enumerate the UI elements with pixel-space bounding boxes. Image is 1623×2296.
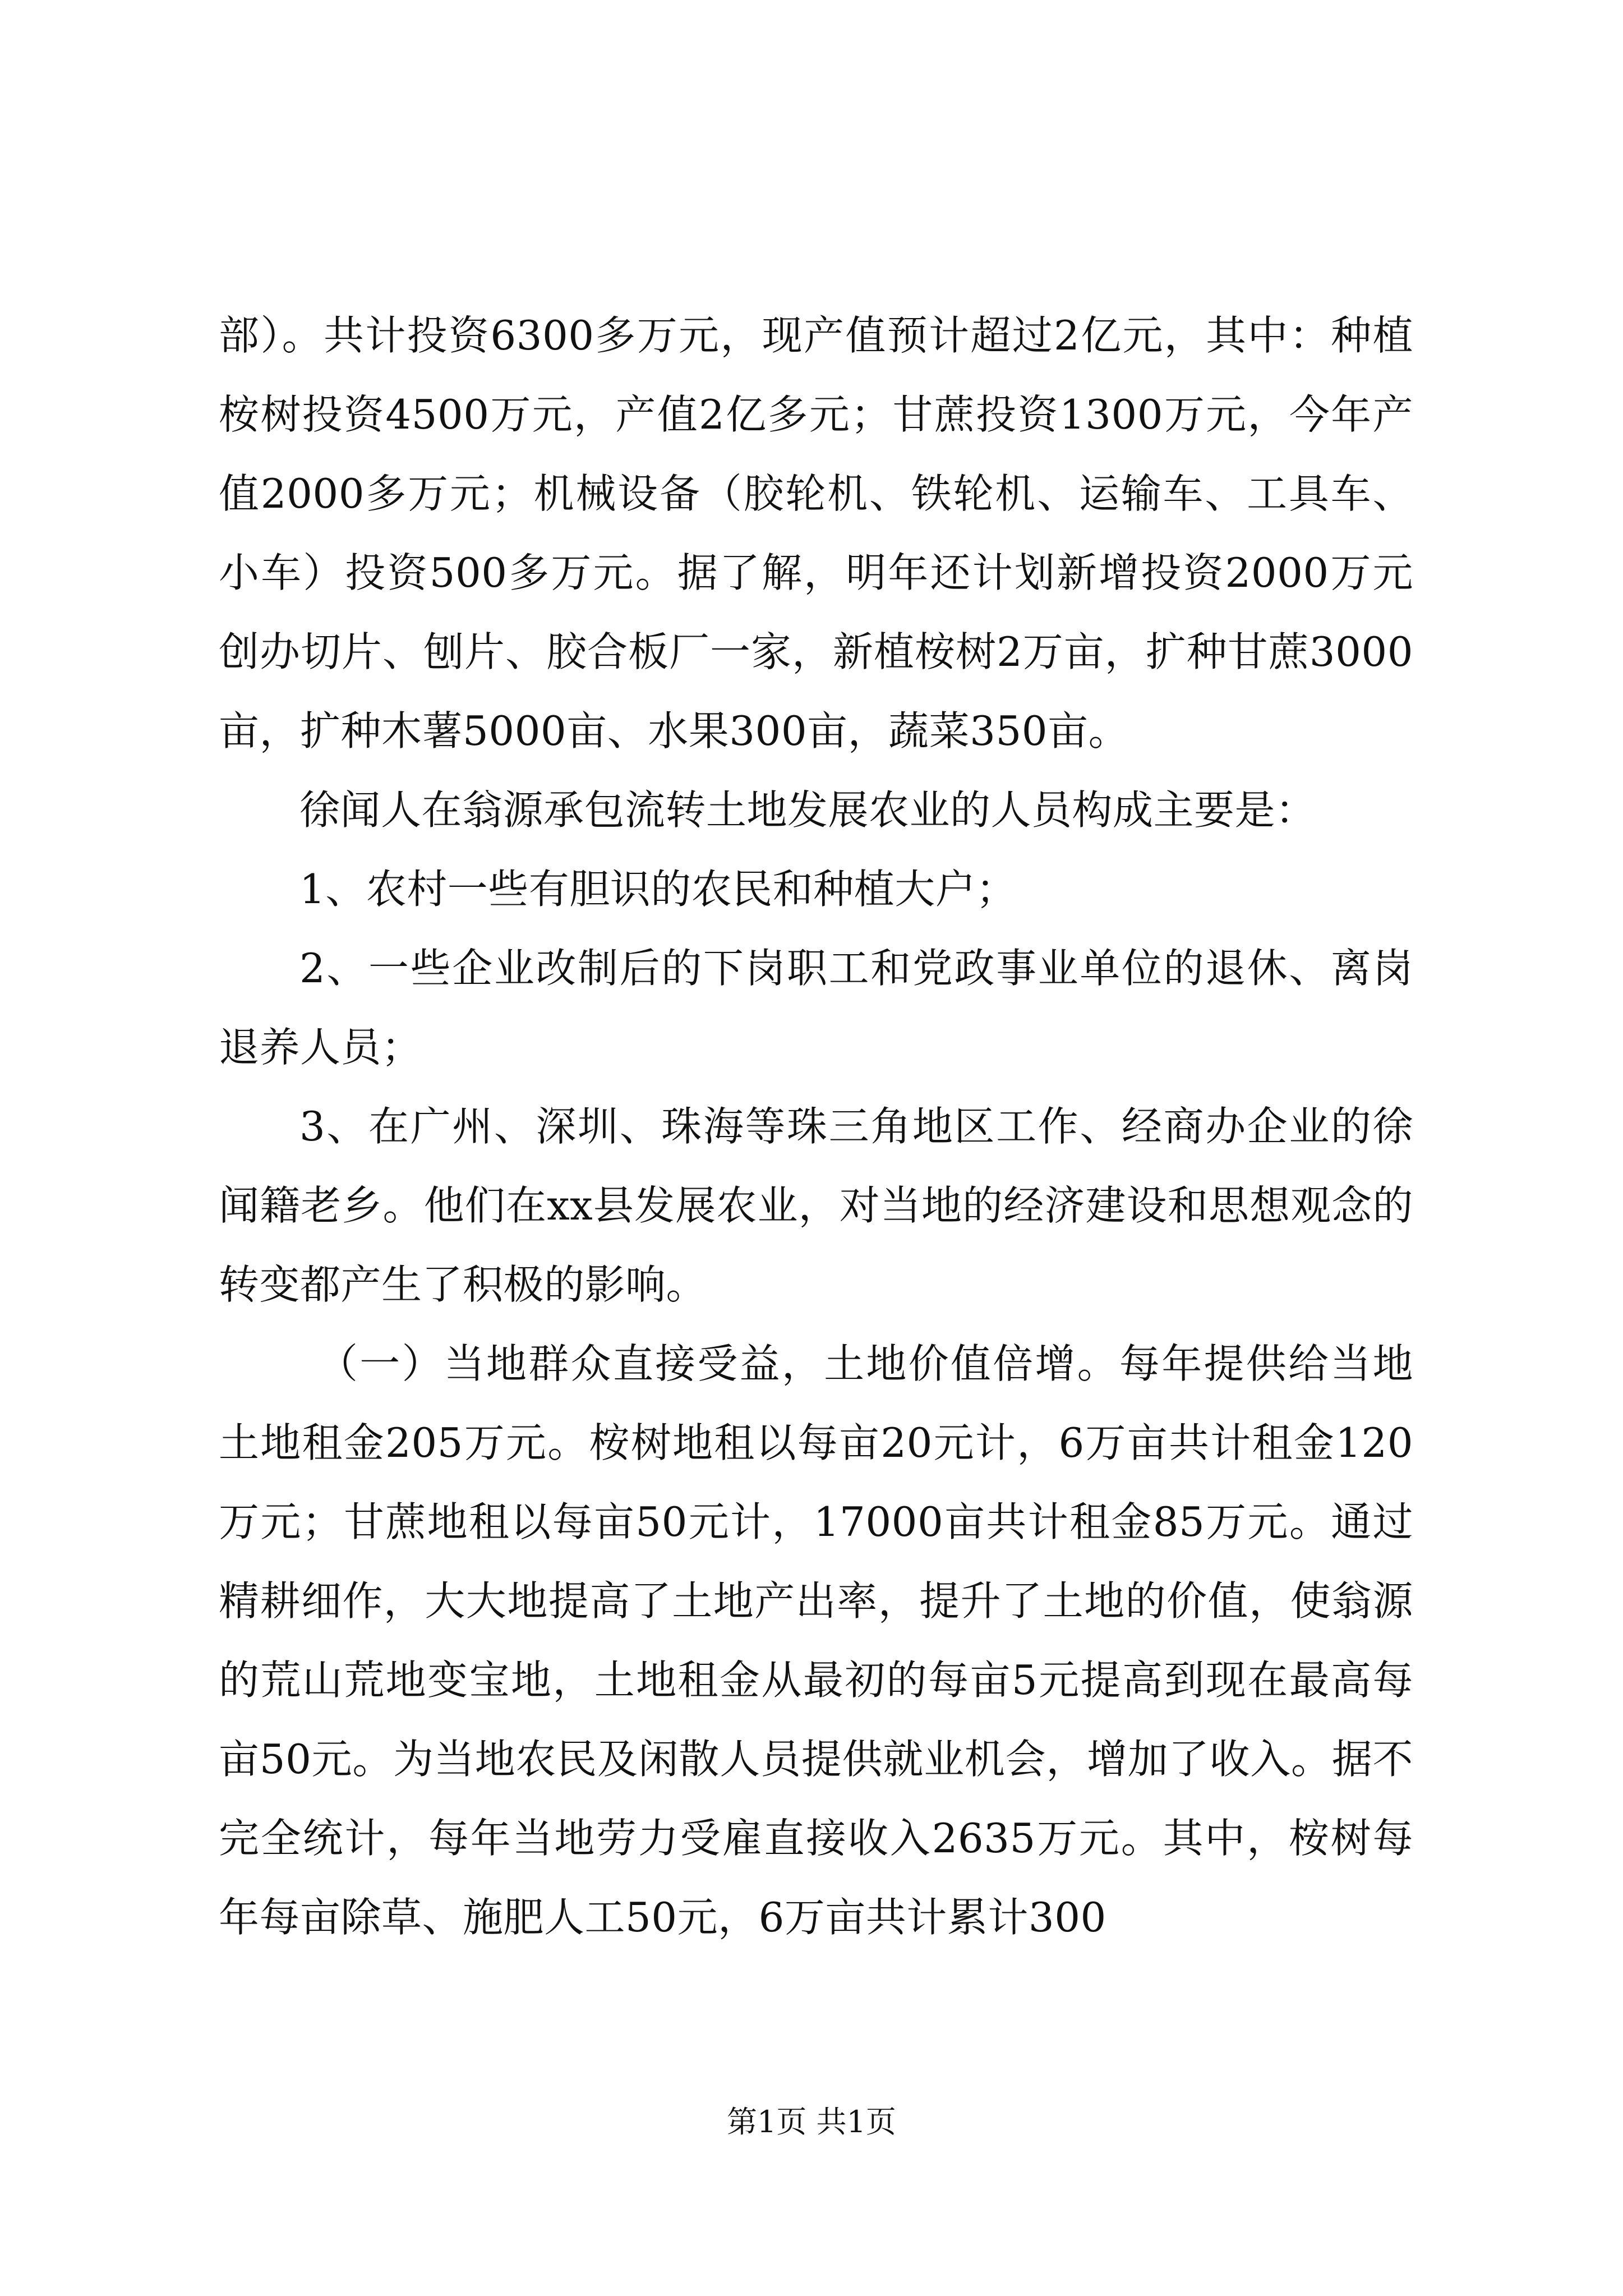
paragraph-investment-summary: 部）。共计投资6300多万元，现产值预计超过2亿元，其中：种植桉树投资4500万元，产值2亿多元；甘蔗投资1300万元，今年产值2000多万元；机械设备（胶轮机、铁轮机、运输车、工具车、小车）投资500多万元。据了解，明年还计划新增投资2000万元创办切片、刨片、胶合板厂一家，新植桉树2万亩，扩种甘蔗3000亩，扩种木薯5000亩、水果300亩，蔬菜350亩。 [219, 312, 1413, 754]
paragraph-personnel-intro: 徐闻人在翁源承包流转土地发展农业的人员构成主要是： [299, 786, 1316, 834]
paragraph-section-one: （一）当地群众直接受益，土地价值倍增。每年提供给当地土地租金205万元。桉树地租以每亩20元计，6万亩共计租金120万元；甘蔗地租以每亩50元计，17000亩共计租金85万元。通过精耕细作，大大地提高了土地产出率，提升了土地的价值，使翁源的荒山荒地变宝地，土地租金从最初的每亩5元提高到现在最高每亩50元。为当地农民及闲散人员提供就业机会，增加了收入。据不完全统计，每年当地劳力受雇直接收入2635万元。其中，桉树每年每亩除草、施肥人工50元，6万亩共计累计300 [219, 1340, 1413, 1941]
paragraph-list-item-2: 2、一些企业改制后的下岗职工和党政事业单位的退休、离岗退养人员； [219, 945, 1413, 1071]
paragraph-list-item-3: 3、在广州、深圳、珠海等珠三角地区工作、经商办企业的徐闻籍老乡。他们在xx县发展农业，对当地的经济建设和思想观念的转变都产生了积极的影响。 [219, 1103, 1413, 1308]
page-footer: 第1页 共1页 [727, 2104, 896, 2139]
paragraph-list-item-1: 1、农村一些有胆识的农民和种植大户； [299, 866, 1017, 913]
document-body [219, 296, 1413, 1957]
